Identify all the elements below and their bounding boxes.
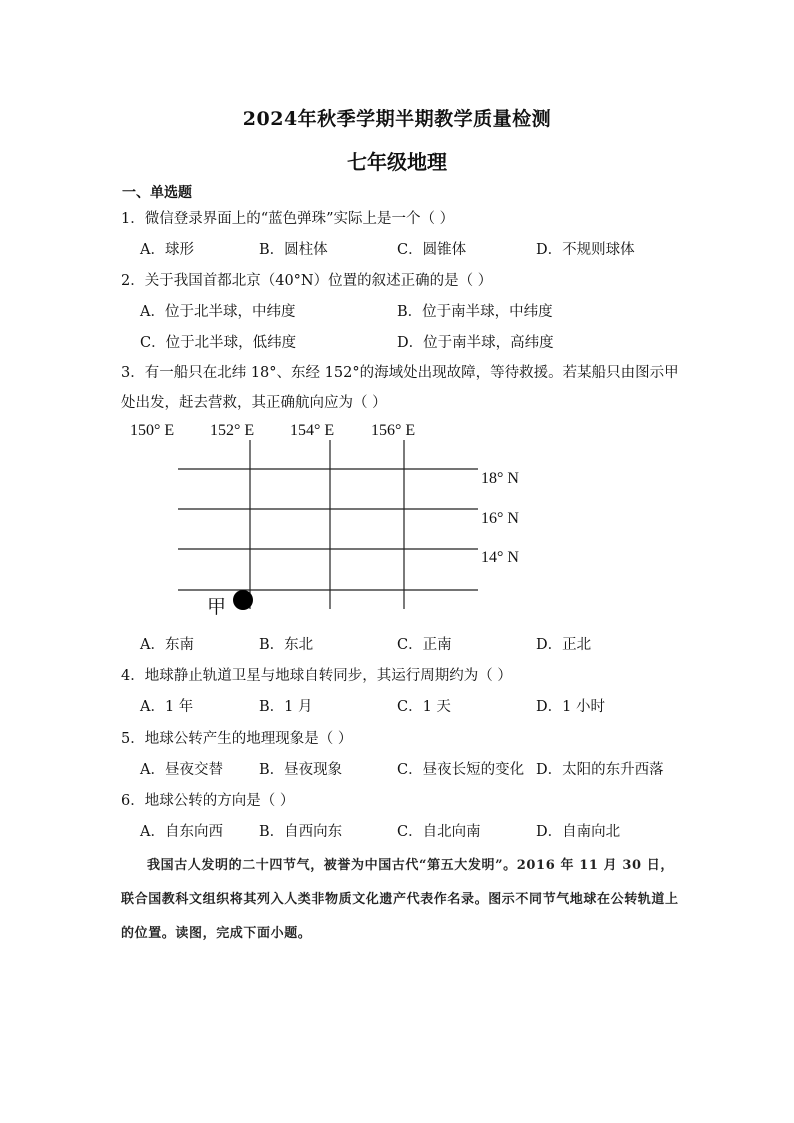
question-6-option-c: C．自北向南 <box>397 824 481 840</box>
question-1-option-a: A．球形 <box>140 242 194 258</box>
reading-passage: 我国古人发明的二十四节气，被誉为中国古代“第五大发明”。2016 年 11 月 30 日，联合国教科文组织将其列入人类非物质文化遗产代表作名录。图示不同节气地球在公转轨道上的位置。读图，完成下面小题。 <box>121 858 679 941</box>
question-5-option-a: A．昼夜交替 <box>140 762 223 778</box>
question-5-stem: 5．地球公转产生的地理现象是（ ） <box>121 731 353 747</box>
question-4-option-b: B．1 月 <box>259 699 313 715</box>
longitude-label-156: 156° E <box>371 422 416 439</box>
question-3-option-b: B．东北 <box>259 637 314 653</box>
question-5-option-b: B．昼夜现象 <box>259 762 343 778</box>
question-4-stem: 4．地球静止轨道卫星与地球自转同步，其运行周期约为（ ） <box>121 668 512 684</box>
question-1-option-d: D．不规则球体 <box>536 242 635 258</box>
question-4-option-a: A．1 年 <box>140 699 194 715</box>
question-6-option-b: B．自西向东 <box>259 824 343 840</box>
exam-subtitle: 七年级地理 <box>347 150 447 174</box>
question-5-option-c: C．昼夜长短的变化 <box>397 762 525 778</box>
question-3-option-c: C．正南 <box>397 637 452 653</box>
question-2-option-c: C．位于北半球，低纬度 <box>140 335 297 351</box>
latitude-label-16: 16° N <box>481 510 519 527</box>
question-6-option-a: A．自东向西 <box>140 824 223 840</box>
question-2-option-b: B．位于南半球，中纬度 <box>397 304 553 320</box>
latitude-label-14: 14° N <box>481 549 519 566</box>
question-3-stem: 3．有一船只在北纬 18°、东经 152°的海域处出现故障，等待救援。若某船只由图示甲处出发，赶去营救，其正确航向应为（ ） <box>121 365 679 411</box>
longitude-label-154: 154° E <box>290 422 335 439</box>
question-3-option-a: A．东南 <box>140 637 194 653</box>
question-1-option-b: B．圆柱体 <box>259 242 328 258</box>
question-2-option-d: D．位于南半球，高纬度 <box>397 335 554 351</box>
point-jia-marker <box>233 590 253 610</box>
longitude-label-152: 152° E <box>210 422 255 439</box>
question-6-option-d: D．自南向北 <box>536 824 621 840</box>
question-1-stem: 1．微信登录界面上的“蓝色弹珠”实际上是一个（ ） <box>121 211 455 227</box>
longitude-label-150: 150° E <box>130 422 175 439</box>
question-2-stem: 2．关于我国首都北京（40°N）位置的叙述正确的是（ ） <box>121 273 493 289</box>
question-2-option-a: A．位于北半球，中纬度 <box>140 304 296 320</box>
latitude-label-18: 18° N <box>481 470 519 487</box>
question-4-option-d: D．1 小时 <box>536 699 605 715</box>
section-heading: 一、单选题 <box>122 185 192 201</box>
question-4-option-c: C．1 天 <box>397 699 451 715</box>
exam-title: 2024年秋季学期半期教学质量检测 <box>242 108 552 130</box>
point-jia-label: 甲 <box>207 597 227 618</box>
question-5-option-d: D．太阳的东升西落 <box>536 762 664 778</box>
question-1-option-c: C．圆锥体 <box>397 242 467 258</box>
question-6-stem: 6．地球公转的方向是（ ） <box>121 793 295 809</box>
question-3-option-d: D．正北 <box>536 637 592 653</box>
